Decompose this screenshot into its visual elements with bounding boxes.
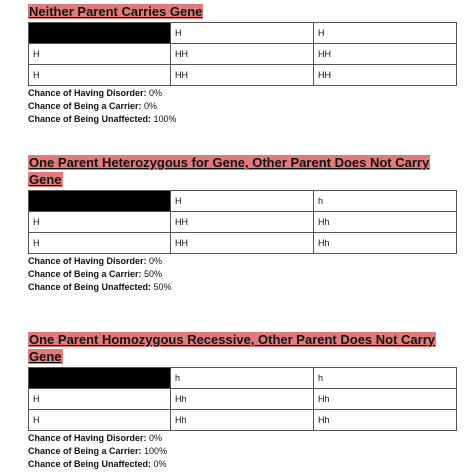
table-cell: HH: [314, 44, 457, 65]
stat-being-unaffected: [28, 113, 456, 126]
stat-label: Chance of Being Unaffected:: [28, 282, 152, 292]
stat-being-carrier: [28, 100, 456, 113]
row-header-cell: H: [29, 65, 171, 86]
table-cell: HH: [171, 212, 314, 233]
table-cell: HH: [171, 65, 314, 86]
stat-value: 100%: [144, 446, 168, 456]
table-cell: Hh: [171, 389, 314, 410]
probability-stats: [28, 432, 456, 471]
table-cell: Hh: [314, 410, 457, 431]
section-heading-text: Neither Parent Carries Gene: [29, 4, 203, 19]
section-one-parent-heterozygous: [28, 154, 456, 294]
table-header-row: [29, 191, 457, 212]
probability-stats: [28, 87, 456, 126]
stat-label: Chance of Having Disorder:: [28, 433, 147, 443]
stat-value: 0%: [149, 256, 163, 266]
stat-value: 0%: [149, 88, 163, 98]
probability-stats: [28, 255, 456, 294]
table-cell: Hh: [314, 212, 457, 233]
punnett-square: [28, 22, 457, 86]
section-heading: [28, 154, 456, 188]
table-row: [29, 44, 457, 65]
punnett-square: [28, 367, 457, 431]
stat-label: Chance of Having Disorder:: [28, 256, 147, 266]
stat-having-disorder: [28, 432, 456, 445]
stat-label: Chance of Being a Carrier:: [28, 446, 142, 456]
table-cell: Hh: [314, 233, 457, 254]
section-neither-parent-carries: [28, 3, 456, 126]
section-heading: [28, 331, 456, 365]
section-heading-text: One Parent Homozygous Recessive, Other Parent Does Not Carry Gene: [29, 332, 436, 364]
stat-being-carrier: [28, 268, 456, 281]
section-heading-text: One Parent Heterozygous for Gene, Other Parent Does Not Carry Gene: [29, 155, 430, 187]
corner-cell: [29, 23, 171, 44]
stat-value: 0%: [144, 101, 158, 111]
row-header-cell: H: [29, 410, 171, 431]
stat-value: 0%: [153, 459, 167, 469]
corner-cell: [29, 191, 171, 212]
table-cell: Hh: [314, 389, 457, 410]
stat-label: Chance of Having Disorder:: [28, 88, 147, 98]
stat-having-disorder: [28, 87, 456, 100]
table-row: [29, 65, 457, 86]
section-heading: [28, 3, 456, 20]
section-one-parent-homozygous-recessive: [28, 331, 456, 471]
stat-value: 0%: [149, 433, 163, 443]
table-header-cell: H: [171, 191, 314, 212]
table-row: [29, 212, 457, 233]
table-row: [29, 410, 457, 431]
table-header-cell: H: [171, 23, 314, 44]
stat-being-unaffected: [28, 458, 456, 471]
table-header-cell: H: [314, 23, 457, 44]
stat-being-unaffected: [28, 281, 456, 294]
table-row: [29, 389, 457, 410]
stat-value: 50%: [144, 269, 163, 279]
table-cell: HH: [171, 44, 314, 65]
table-cell: HH: [314, 65, 457, 86]
corner-cell: [29, 368, 171, 389]
table-row: [29, 233, 457, 254]
row-header-cell: H: [29, 233, 171, 254]
stat-label: Chance of Being a Carrier:: [28, 101, 142, 111]
row-header-cell: H: [29, 389, 171, 410]
stat-being-carrier: [28, 445, 456, 458]
row-header-cell: H: [29, 44, 171, 65]
table-header-cell: h: [314, 191, 457, 212]
table-header-row: [29, 368, 457, 389]
row-header-cell: H: [29, 212, 171, 233]
stat-label: Chance of Being Unaffected:: [28, 459, 152, 469]
table-header-row: [29, 23, 457, 44]
table-header-cell: h: [314, 368, 457, 389]
stat-having-disorder: [28, 255, 456, 268]
table-header-cell: h: [171, 368, 314, 389]
punnett-square: [28, 190, 457, 254]
stat-value: 50%: [153, 282, 172, 292]
stat-value: 100%: [153, 114, 177, 124]
table-cell: HH: [171, 233, 314, 254]
table-cell: Hh: [171, 410, 314, 431]
stat-label: Chance of Being a Carrier:: [28, 269, 142, 279]
stat-label: Chance of Being Unaffected:: [28, 114, 152, 124]
